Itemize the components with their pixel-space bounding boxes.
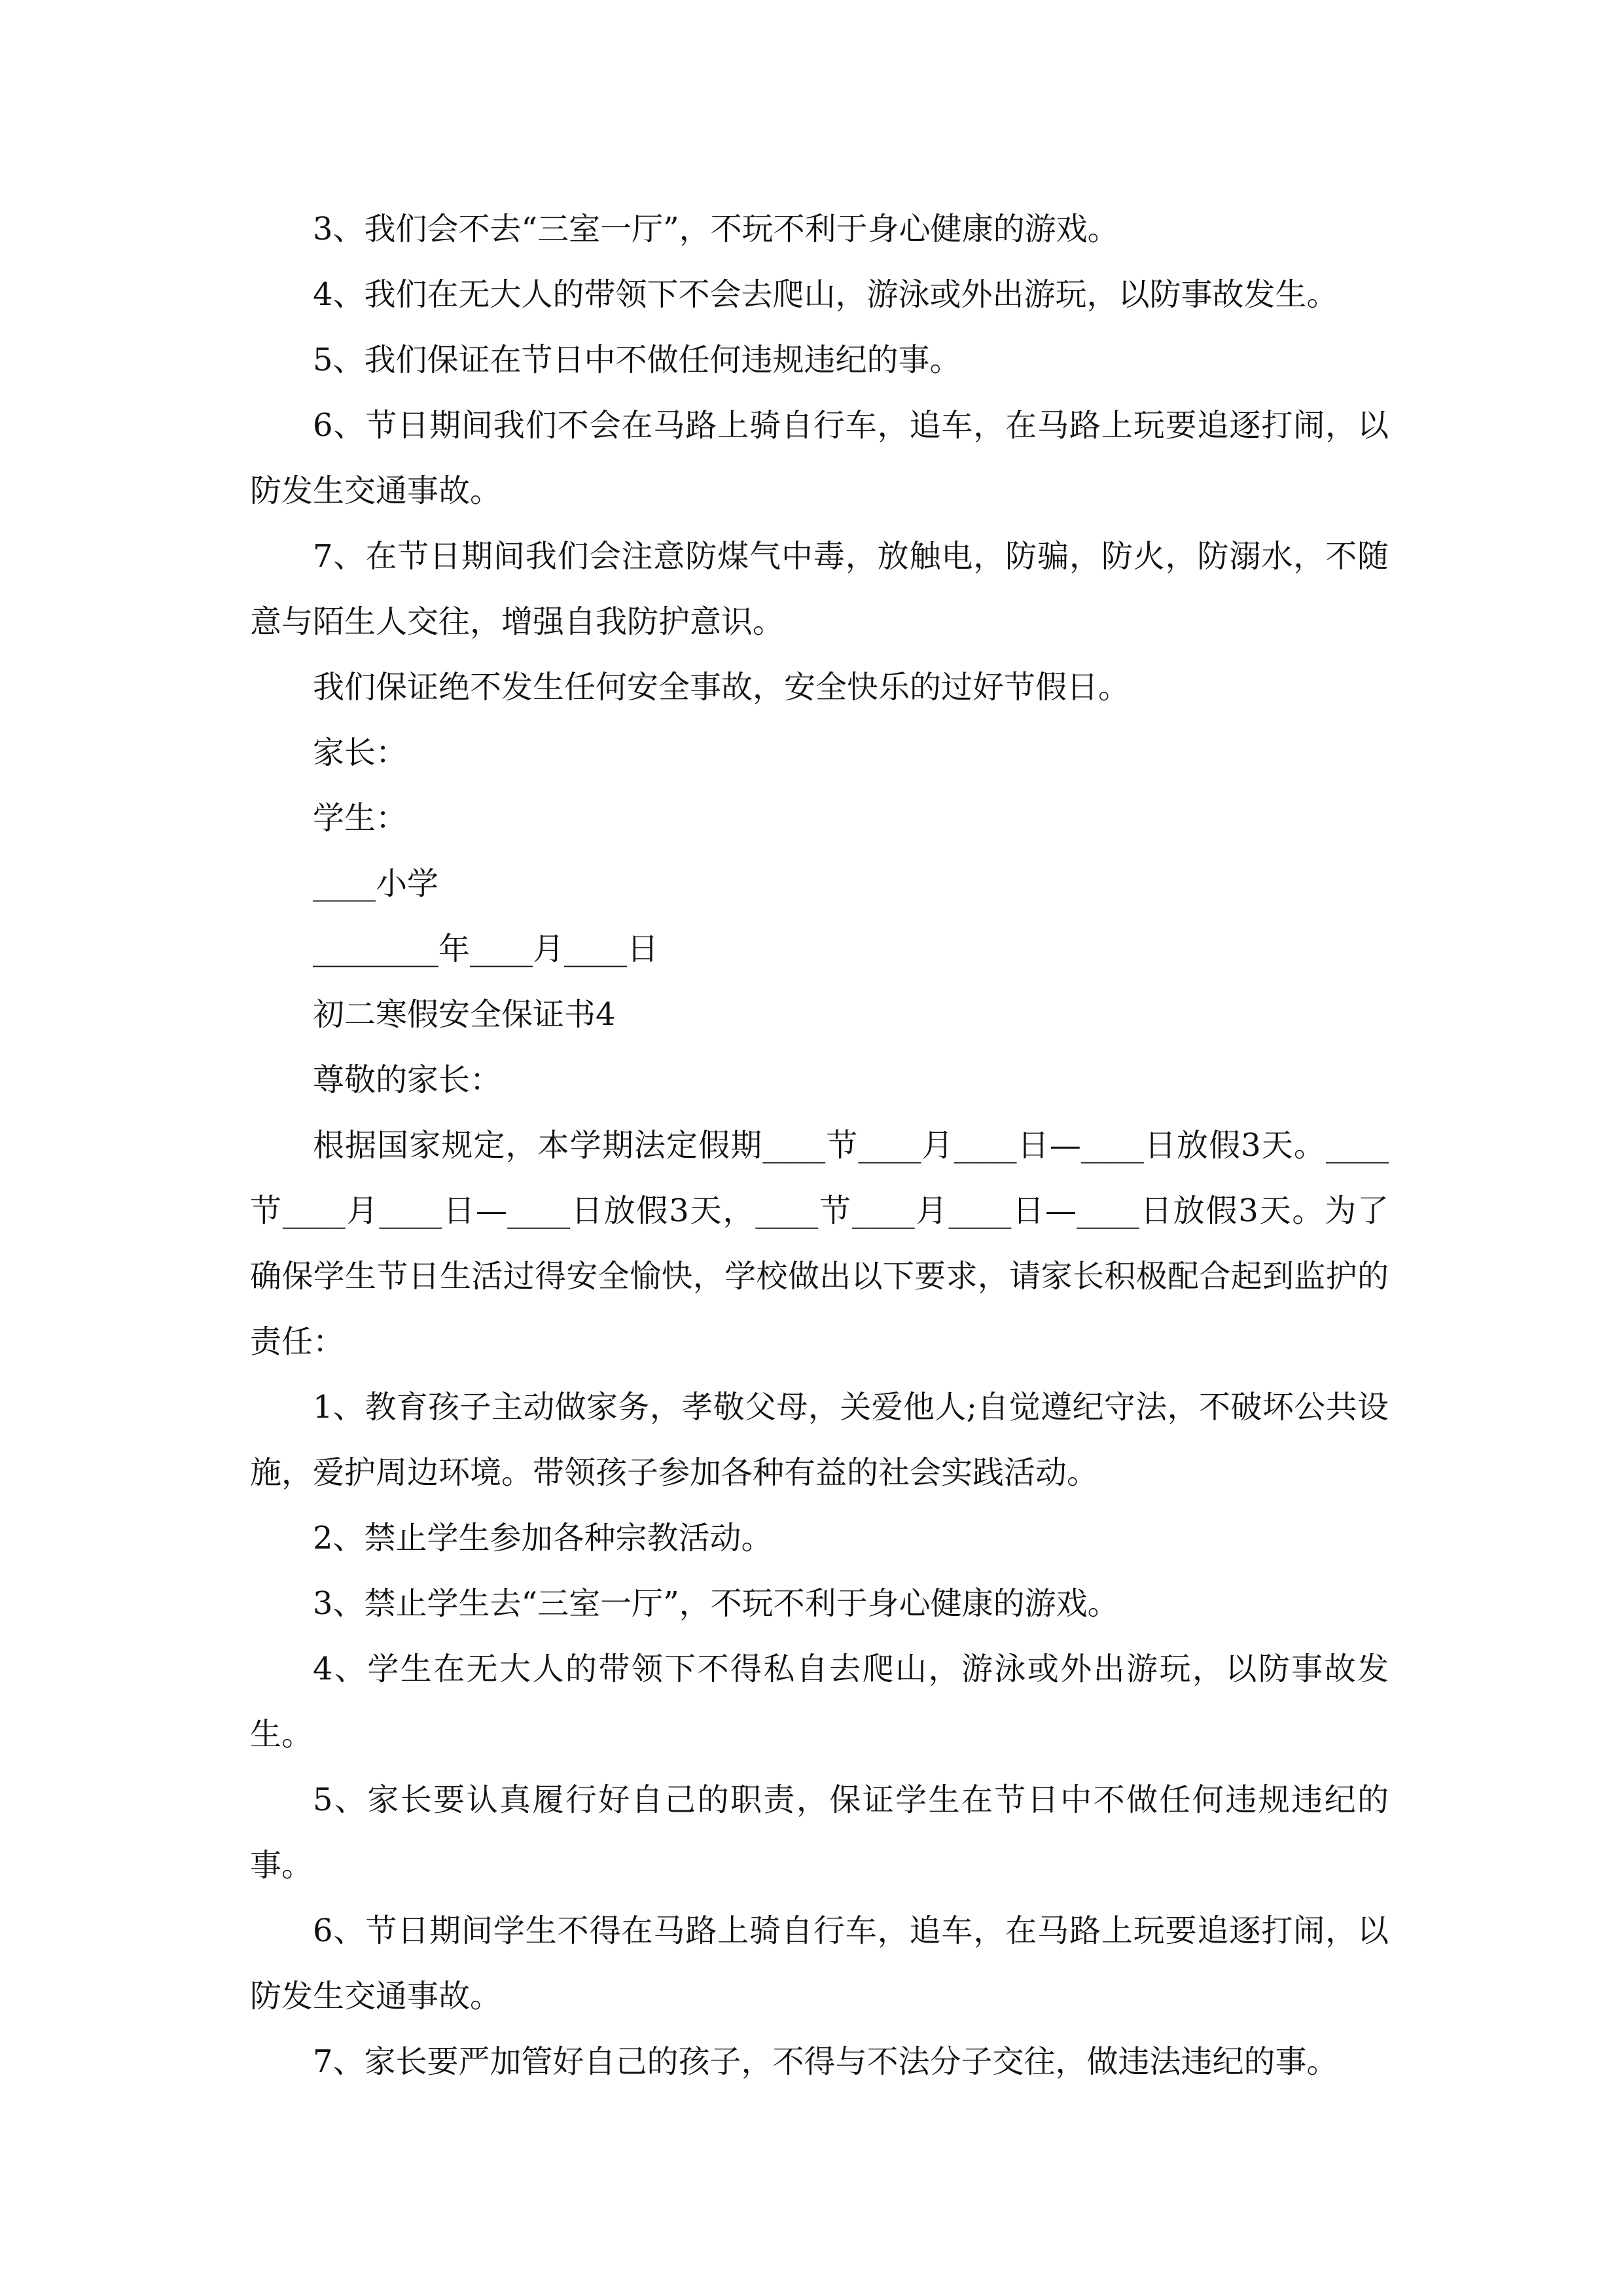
salutation: 尊敬的家长： bbox=[313, 1062, 502, 1098]
date-line: ________年____月____日 bbox=[313, 931, 659, 967]
requirement-item-7: 7、家长要严加管好自己的孩子，不得与不法分子交往，做违法违纪的事。 bbox=[313, 2043, 1338, 2080]
pledge-item-4: 4、我们在无大人的带领下不会去爬山，游泳或外出游玩，以防事故发生。 bbox=[313, 276, 1338, 313]
requirement-item-1: 1、教育孩子主动做家务，孝敬父母，关爱他人;自觉遵纪守法，不破坏公共设施，爱护周边环境。带领孩子参加各种有益的社会实践活动。 bbox=[250, 1389, 1389, 1491]
pledge-closing: 我们保证绝不发生任何安全事故，安全快乐的过好节假日。 bbox=[313, 669, 1130, 706]
parent-signature-line: 家长： bbox=[313, 734, 408, 771]
requirement-item-3: 3、禁止学生去“三室一厅”，不玩不利于身心健康的游戏。 bbox=[313, 1585, 1119, 1622]
holiday-notice: 根据国家规定，本学期法定假期____节____月____日—____日放假3天。____节____月____日—____日放假3天，____节____月____日—____日放假3天。为了确保学生节日生活过得安全愉快，学校做出以下要求，请家长积极配合起到监护的责任： bbox=[250, 1127, 1389, 1360]
pledge-item-3: 3、我们会不去“三室一厅”，不玩不利于身心健康的游戏。 bbox=[313, 211, 1119, 247]
requirement-item-6: 6、节日期间学生不得在马路上骑自行车，追车，在马路上玩要追逐打闹，以防发生交通事故。 bbox=[250, 1912, 1389, 2015]
pledge-item-6: 6、节日期间我们不会在马路上骑自行车，追车，在马路上玩要追逐打闹，以防发生交通事故。 bbox=[250, 407, 1389, 509]
requirement-item-5: 5、家长要认真履行好自己的职责，保证学生在节日中不做任何违规违纪的事。 bbox=[250, 1782, 1389, 1884]
requirement-item-4: 4、学生在无大人的带领下不得私自去爬山，游泳或外出游玩，以防事故发生。 bbox=[250, 1651, 1389, 1753]
section-title: 初二寒假安全保证书4 bbox=[313, 996, 616, 1033]
pledge-item-7: 7、在节日期间我们会注意防煤气中毒，放触电，防骗，防火，防溺水，不随意与陌生人交往，增强自我防护意识。 bbox=[250, 538, 1389, 640]
document-body bbox=[250, 196, 1389, 2094]
pledge-item-5: 5、我们保证在节日中不做任何违规违纪的事。 bbox=[313, 342, 961, 378]
school-name-line: ____小学 bbox=[313, 865, 439, 902]
student-signature-line: 学生： bbox=[313, 800, 408, 836]
requirement-item-2: 2、禁止学生参加各种宗教活动。 bbox=[313, 1520, 773, 1556]
